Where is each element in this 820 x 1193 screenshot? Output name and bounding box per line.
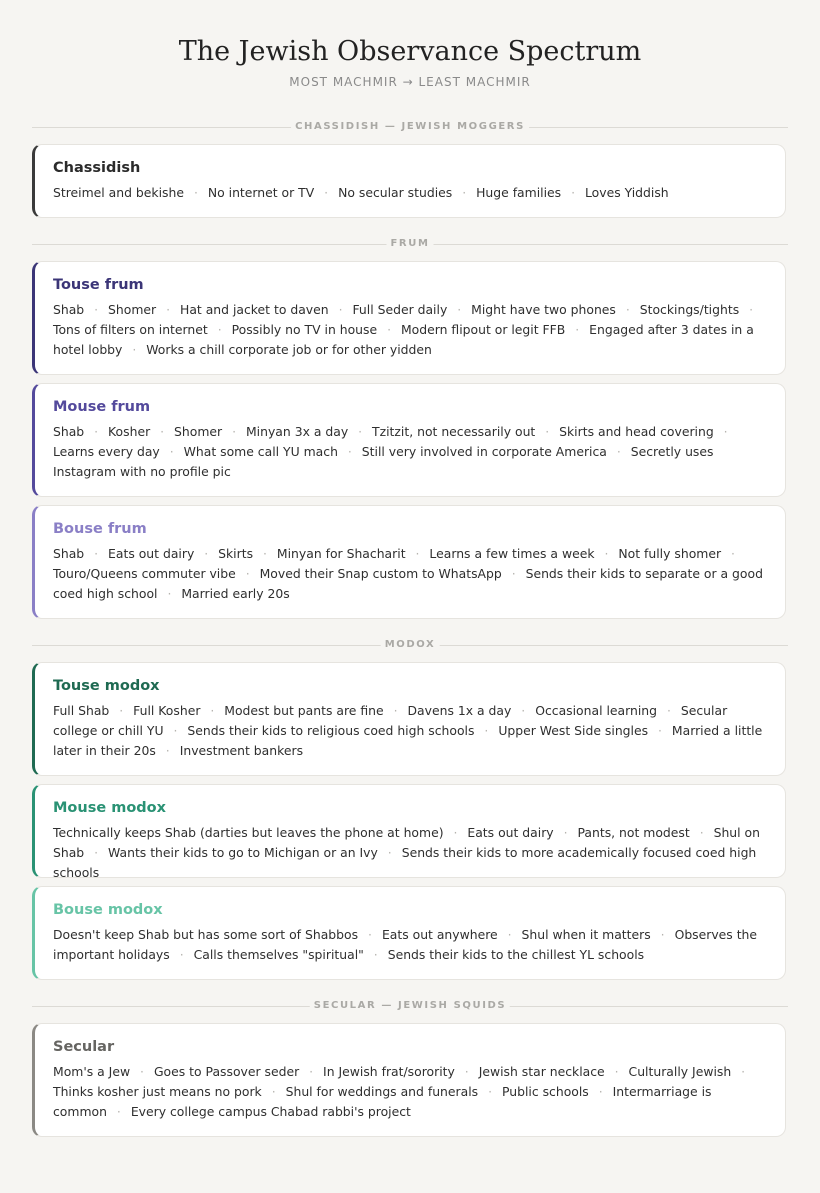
trait: Investment bankers xyxy=(179,743,304,758)
trait-separator: · xyxy=(232,424,237,439)
trait: Loves Yiddish xyxy=(584,185,669,200)
trait-separator: · xyxy=(393,703,398,718)
trait: Works a chill corporate job or for other yidden xyxy=(146,342,432,357)
trait-separator: · xyxy=(166,302,171,317)
trait-separator: · xyxy=(614,1064,619,1079)
trait: Modern flipout or legit FFB xyxy=(400,322,566,337)
trait: Intermarriage is common xyxy=(53,1084,712,1119)
trait: Shab xyxy=(53,424,85,439)
trait-separator: · xyxy=(210,703,215,718)
trait: Eats out dairy xyxy=(108,546,195,561)
trait: Thinks kosher just means no pork xyxy=(53,1084,262,1099)
trait-separator: · xyxy=(616,444,621,459)
trait: Full Shab xyxy=(53,703,110,718)
trait: Hat and jacket to daven xyxy=(180,302,329,317)
trait-separator: · xyxy=(575,322,580,337)
trait-separator: · xyxy=(132,342,137,357)
trait-separator: · xyxy=(324,185,329,200)
trait-separator: · xyxy=(625,302,630,317)
card-title: Chassidish xyxy=(53,160,141,176)
trait: Married a little later in their 20s xyxy=(53,723,763,758)
trait: Learns every day xyxy=(53,444,160,459)
card-traits xyxy=(53,544,767,604)
trait: Secretly uses Instagram with no profile pic xyxy=(53,444,714,479)
trait: Possibly no TV in house xyxy=(231,322,378,337)
trait-separator: · xyxy=(488,1084,493,1099)
card-touse-modox xyxy=(32,662,786,776)
trait: Shab xyxy=(53,546,85,561)
trait: No secular studies xyxy=(338,185,453,200)
section-label: SECULAR — JEWISH SQUIDS xyxy=(310,999,510,1013)
trait-separator: · xyxy=(169,444,174,459)
trait: Touro/Queens commuter vibe xyxy=(53,566,236,581)
trait-separator: · xyxy=(193,185,198,200)
trait-separator: · xyxy=(453,825,458,840)
trait: Sends their kids to religious coed high schools xyxy=(187,723,475,738)
trait-separator: · xyxy=(116,1104,121,1119)
page-subtitle: MOST MACHMIR → LEAST MACHMIR xyxy=(289,75,531,89)
trait-separator: · xyxy=(217,322,222,337)
trait-separator: · xyxy=(571,185,576,200)
trait: Shul when it matters xyxy=(521,927,651,942)
card-title: Secular xyxy=(53,1039,115,1055)
card-chassidish xyxy=(32,144,786,218)
trait-separator: · xyxy=(347,444,352,459)
section-label: MODOX xyxy=(381,638,440,652)
trait: Shomer xyxy=(108,302,157,317)
trait: Every college campus Chabad rabbi's project xyxy=(130,1104,411,1119)
trait: Shab xyxy=(53,302,85,317)
trait: Doesn't keep Shab but has some sort of Shabbos xyxy=(53,927,359,942)
trait-separator: · xyxy=(598,1084,603,1099)
card-traits xyxy=(53,183,767,203)
trait-separator: · xyxy=(94,546,99,561)
section-divider xyxy=(32,237,788,251)
card-touse-frum xyxy=(32,261,786,375)
trait-separator: · xyxy=(507,927,512,942)
trait: Huge families xyxy=(476,185,562,200)
trait: Observes the important holidays xyxy=(53,927,758,962)
trait: Not fully shomer xyxy=(618,546,722,561)
trait: Might have two phones xyxy=(471,302,616,317)
card-traits xyxy=(53,300,767,360)
trait-separator: · xyxy=(309,1064,314,1079)
trait: Kosher xyxy=(108,424,151,439)
trait: Calls themselves "spiritual" xyxy=(193,947,364,962)
trait: Pants, not modest xyxy=(577,825,690,840)
trait: Sends their kids to more academically focused coed high schools xyxy=(53,845,757,880)
trait-separator: · xyxy=(731,546,735,561)
card-title: Touse frum xyxy=(53,277,144,293)
trait-separator: · xyxy=(387,845,392,860)
trait-separator: · xyxy=(94,302,99,317)
trait-separator: · xyxy=(94,845,99,860)
trait: Minyan 3x a day xyxy=(245,424,349,439)
card-title: Bouse modox xyxy=(53,902,163,918)
card-secular xyxy=(32,1023,786,1137)
trait: Skirts and head covering xyxy=(559,424,714,439)
trait: Wants their kids to go to Michigan or an Ivy xyxy=(108,845,378,860)
trait-separator: · xyxy=(563,825,568,840)
trait: Full Kosher xyxy=(133,703,201,718)
trait: In Jewish frat/sorority xyxy=(323,1064,455,1079)
section-label: FRUM xyxy=(386,237,433,251)
section-divider xyxy=(32,120,788,134)
trait-separator: · xyxy=(160,424,165,439)
trait-separator: · xyxy=(545,424,550,439)
trait-separator: · xyxy=(658,723,662,738)
trait: Mom's a Jew xyxy=(53,1064,131,1079)
trait: Married early 20s xyxy=(181,586,290,601)
trait: Tons of filters on internet xyxy=(53,322,208,337)
card-bouse-modox xyxy=(32,886,786,980)
trait-separator: · xyxy=(415,546,420,561)
trait-separator: · xyxy=(457,302,462,317)
trait-separator: · xyxy=(464,1064,469,1079)
trait: Occasional learning xyxy=(535,703,658,718)
trait: Sends their kids to separate or a good coed high school xyxy=(53,566,763,601)
card-title: Bouse frum xyxy=(53,521,147,537)
trait-separator: · xyxy=(373,947,378,962)
trait-separator: · xyxy=(749,302,754,317)
trait: What some call YU mach xyxy=(183,444,338,459)
trait-separator: · xyxy=(271,1084,276,1099)
trait: Still very involved in corporate America xyxy=(361,444,607,459)
card-title: Mouse modox xyxy=(53,800,166,816)
trait-separator: · xyxy=(660,927,665,942)
trait: Eats out dairy xyxy=(467,825,554,840)
trait: Stockings/tights xyxy=(639,302,740,317)
card-traits xyxy=(53,1062,767,1122)
trait: Eats out anywhere xyxy=(381,927,498,942)
section-divider xyxy=(32,638,788,652)
trait: Upper West Side singles xyxy=(498,723,649,738)
trait-separator: · xyxy=(741,1064,746,1079)
trait: Streimel and bekishe xyxy=(53,185,184,200)
trait-separator: · xyxy=(245,566,250,581)
card-traits xyxy=(53,823,767,883)
trait-separator: · xyxy=(462,185,467,200)
trait-separator: · xyxy=(358,424,363,439)
trait-separator: · xyxy=(165,743,170,758)
trait-separator: · xyxy=(167,586,172,601)
trait: Tzitzit, not necessarily out xyxy=(372,424,536,439)
card-traits xyxy=(53,925,767,965)
trait: Skirts xyxy=(218,546,254,561)
trait: Modest but pants are fine xyxy=(224,703,384,718)
trait-separator: · xyxy=(511,566,516,581)
trait: Jewish star necklace xyxy=(478,1064,605,1079)
trait: Full Seder daily xyxy=(352,302,448,317)
card-traits xyxy=(53,701,767,761)
trait-separator: · xyxy=(484,723,489,738)
trait-separator: · xyxy=(666,703,671,718)
trait-separator: · xyxy=(263,546,267,561)
card-traits xyxy=(53,422,767,482)
trait-separator: · xyxy=(521,703,526,718)
trait: Engaged after 3 dates in a hotel lobby xyxy=(53,322,754,357)
trait-separator: · xyxy=(338,302,343,317)
trait: Minyan for Shacharit xyxy=(276,546,406,561)
trait-separator: · xyxy=(179,947,184,962)
trait: Technically keeps Shab (darties but leaves the phone at home) xyxy=(53,825,444,840)
trait-separator: · xyxy=(368,927,372,942)
trait-separator: · xyxy=(699,825,704,840)
trait-separator: · xyxy=(94,424,99,439)
page-title: The Jewish Observance Spectrum xyxy=(178,36,642,67)
card-bouse-frum xyxy=(32,505,786,619)
trait: Learns a few times a week xyxy=(429,546,595,561)
trait-separator: · xyxy=(173,723,178,738)
trait-separator: · xyxy=(723,424,728,439)
section-divider xyxy=(32,999,788,1013)
trait: Sends their kids to the chillest YL schools xyxy=(387,947,645,962)
section-label: CHASSIDISH — JEWISH MOGGERS xyxy=(291,120,529,134)
trait: No internet or TV xyxy=(207,185,315,200)
trait-separator: · xyxy=(140,1064,144,1079)
card-title: Touse modox xyxy=(53,678,160,694)
trait: Public schools xyxy=(501,1084,589,1099)
trait: Davens 1x a day xyxy=(407,703,512,718)
trait: Shul on Shab xyxy=(53,825,760,860)
trait: Culturally Jewish xyxy=(628,1064,732,1079)
card-mouse-frum xyxy=(32,383,786,497)
trait-separator: · xyxy=(204,546,209,561)
trait: Moved their Snap custom to WhatsApp xyxy=(259,566,502,581)
trait-separator: · xyxy=(604,546,609,561)
trait: Goes to Passover seder xyxy=(153,1064,300,1079)
trait-separator: · xyxy=(387,322,392,337)
card-title: Mouse frum xyxy=(53,399,151,415)
trait: Shomer xyxy=(174,424,223,439)
trait: Secular college or chill YU xyxy=(53,703,728,738)
card-mouse-modox xyxy=(32,784,786,878)
trait: Shul for weddings and funerals xyxy=(285,1084,479,1099)
trait-separator: · xyxy=(119,703,124,718)
